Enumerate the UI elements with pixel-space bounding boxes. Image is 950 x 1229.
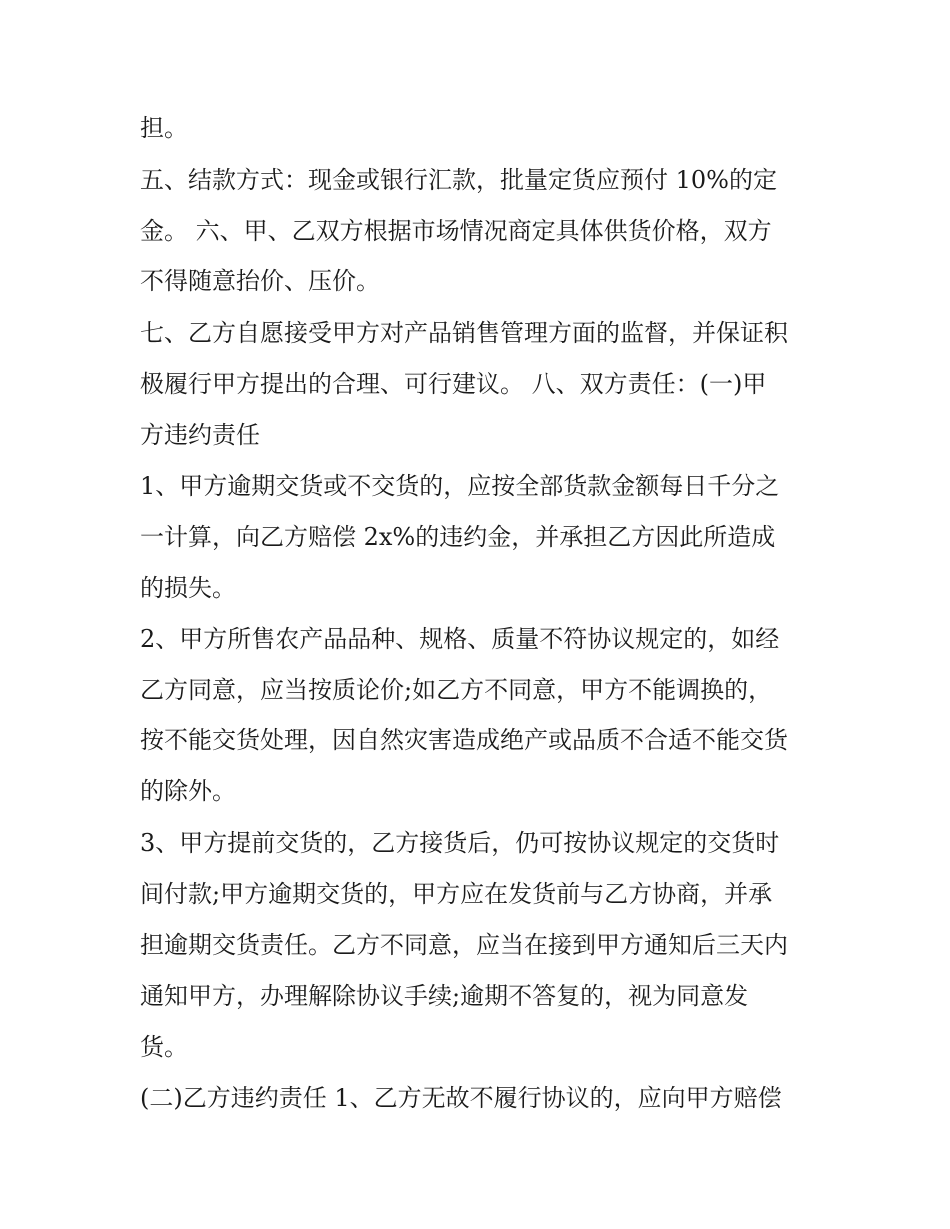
text-line: 间付款;甲方逾期交货的，甲方应在发货前与乙方协商，并承 [140, 880, 773, 908]
text-line: 五、结款方式：现金或银行汇款，批量定货应预付 10%的定 [140, 166, 777, 194]
text-line: 不得随意抬价、压价。 [140, 267, 380, 295]
text-line: 的损失。 [140, 574, 236, 602]
text-line: 货。 [140, 1033, 188, 1061]
text-line: 方违约责任 [140, 421, 260, 449]
text-line: 3、甲方提前交货的，乙方接货后，仍可按协议规定的交货时 [140, 829, 780, 857]
text-line: 极履行甲方提出的合理、可行建议。 八、双方责任：(一)甲 [140, 370, 767, 398]
text-line: 七、乙方自愿接受甲方对产品销售管理方面的监督，并保证积 [140, 319, 788, 347]
text-line: 按不能交货处理，因自然灾害造成绝产或品质不合适不能交货 [140, 726, 788, 754]
text-line: 2、甲方所售农产品品种、规格、质量不符协议规定的，如经 [140, 625, 780, 653]
text-line: 通知甲方，办理解除协议手续;逾期不答复的，视为同意发 [140, 982, 749, 1010]
text-line: 的除外。 [140, 777, 236, 805]
text-line: 乙方同意，应当按质论价;如乙方不同意，甲方不能调换的， [140, 676, 773, 704]
text-line: 担。 [140, 114, 188, 142]
text-line: 1、甲方逾期交货或不交货的，应按全部货款金额每日千分之 [140, 472, 780, 500]
text-line: 金。 六、甲、乙双方根据市场情况商定具体供货价格，双方 [140, 217, 772, 245]
text-line: 一计算，向乙方赔偿 2x%的违约金，并承担乙方因此所造成 [140, 523, 776, 551]
text-line: (二)乙方违约责任 1、乙方无故不履行协议的，应向甲方赔偿 [140, 1084, 782, 1112]
text-line: 担逾期交货责任。乙方不同意，应当在接到甲方通知后三天内 [140, 931, 788, 959]
